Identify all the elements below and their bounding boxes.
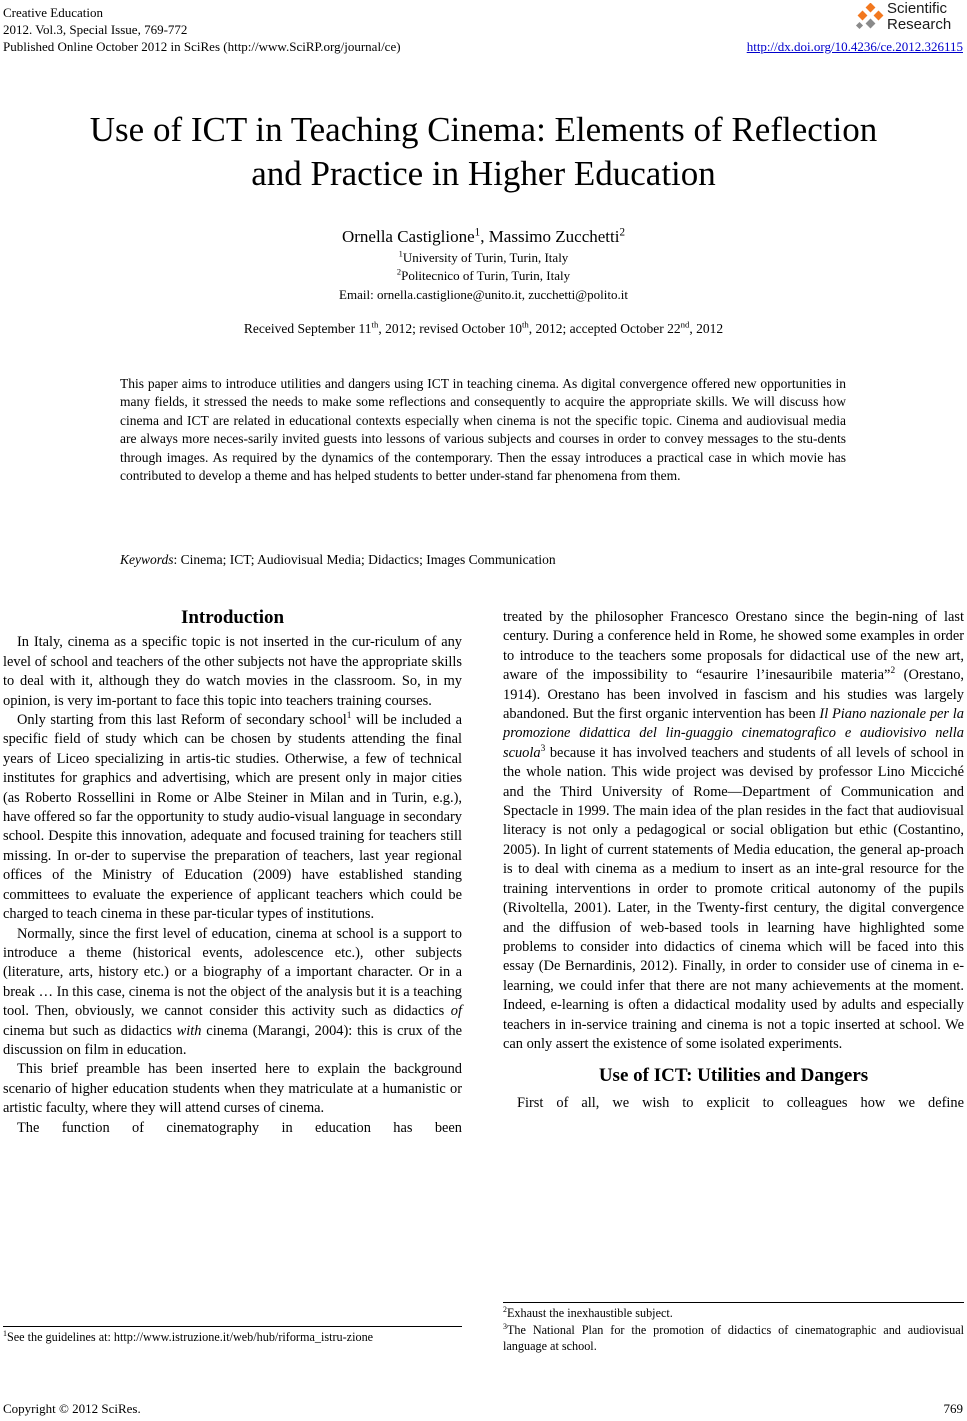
footnote-2 xyxy=(503,1305,964,1321)
paragraph-text: cinema but such as didactics xyxy=(3,1022,177,1039)
affiliation-2-mark: 2 xyxy=(396,266,402,277)
paragraph-text: Normally, since the first level of education, cinema at school is a support to introduce a theme (historical events, adolescence etc.), other subjects (literature, arts, history etc.) or a biography of a important character. Or in a break … In this case, cinema is not the object of the analysis but it is a teaching tool. Then, obviously, we cannot consider this activity such as didactics xyxy=(3,925,462,1020)
footnote-text: The National Plan for the promotion of didactics of cinematographic and audiovisual language at school. xyxy=(503,1323,964,1353)
logo-line-1: Scientific xyxy=(887,0,948,17)
footnote-mark: 3 xyxy=(503,1321,507,1331)
revised-part: , 2012; revised October 10 xyxy=(378,321,522,336)
right-column xyxy=(503,608,964,1113)
title-line-1: Use of ICT in Teaching Cinema: Elements of Reflection xyxy=(89,110,878,149)
footnote-3 xyxy=(503,1322,964,1354)
affiliation-1-text: University of Turin, Turin, Italy xyxy=(402,250,569,265)
abstract: This paper aims to introduce utilities and dangers using ICT in teaching cinema. As digital convergence offered new opportunities in many fields, it stressed the needs to make some reflections and consequently to acquire the appropriate skills. We will discuss how cinema and ICT are related in educational contexts especially when cinema is not the specific topic. Cinema and audiovisual media are always more neces-sarily invited guests into lessons of various subjects and courses in order to convey messages to the stu-dents through images. As required by the dynamics of the contemporary. Then the essay introduces a practical case in which movie has contributed to develop a theme and has helped students to better under-stand far phenomena from them. xyxy=(120,376,846,484)
author-email: Email: ornella.castiglione@unito.it, zucchetti@polito.it xyxy=(339,287,628,302)
footnote-rule xyxy=(3,1326,462,1327)
paragraph-text: (Orestano, 1914). Orestano has been involved in fascism and his studies was largely abandoned. But the first organic intervention has been xyxy=(503,667,965,723)
logo-line-2: Research xyxy=(887,16,952,33)
paragraph: The function of cinematography in education has been xyxy=(17,1119,462,1136)
title-line-2: and Practice in Higher Education xyxy=(251,154,716,193)
section-heading-introduction: Introduction xyxy=(180,607,285,628)
emphasis: with xyxy=(176,1022,202,1039)
affiliation-2-text: Politecnico of Turin, Turin, Italy xyxy=(401,268,571,283)
paper-title xyxy=(0,108,967,196)
footnote-text: Exhaust the inexhaustible subject. xyxy=(506,1306,673,1320)
received-dates xyxy=(0,321,967,337)
footnote-mark: 3 xyxy=(540,744,546,755)
published-info: Published Online October 2012 in SciRes (http://www.SciRP.org/journal/ce) xyxy=(3,39,401,54)
left-column xyxy=(3,608,462,1138)
accepted-part: , 2012; accepted October 22 xyxy=(528,321,681,336)
copyright: Copyright © 2012 SciRes. xyxy=(3,1401,141,1416)
paragraph-text: will be included a specific field of study which can be chosen by students attending the final years of Liceo specializing in artis-tic studies. Otherwise, a few of technical institutes for graphics and advertising, which are present only in major cities (as Roberto Rossellini in Rome or Albe Steiner in Milan and in Turin, e.g.), have offered so far the opportunity to study audio-visual language in secondary school. Despite this innovation, adequate and focused training for teachers still missing. In or-der to supervise the preparation of teachers, last year regional offices of the Ministry of Education (2009) have established standing committees to evaluate the experience of applicant teachers which could be charged to teach cinema in these par-ticular types of institutions. xyxy=(3,712,462,923)
scientific-research-logo xyxy=(853,1,963,37)
paragraph: This brief preamble has been inserted here to explain the background scenario of higher education students when they matriculate at a humanistic or artistic faculty, where they will attend curses of cinema. xyxy=(3,1061,462,1117)
logo-icon xyxy=(853,3,885,35)
keywords xyxy=(120,552,556,568)
paragraph: First of all, we wish to explicit to colleagues how we define xyxy=(517,1094,964,1111)
author-2-affil-mark: 2 xyxy=(619,226,625,239)
emphasis: Il Piano nazionale per la promozione didattica del lin-guaggio cinematografico e audiovisivo nella scuola xyxy=(503,706,964,761)
keywords-text: : Cinema; ICT; Audiovisual Media; Didactics; Images Communication xyxy=(173,552,556,567)
paragraph-text: because it has involved teachers and students of all levels of school in the whole nation. This wide project was devised by professor Lino Micciché and the Third University of Rome—Department of Communication and Spectacle in 1999. The main idea of the plan resides in the fact that audiovisual literacy is not only a pedagogical or social obligation but ethic (Costantino, 2005). In light of current statements of Media education, the general ap-proach is to deal with cinema as a medium to insert as an inte-gral resource for the training interventions in order to promote critical autonomy of the pupils (Rivoltella, 2001). Later, in the Twenty-first century, the digital convergence and the diffusion of web-based tools in learning have highlighted some problems to consider into didactics of cinema which will be faced into this essay (De Bernardinis, 2012). Finally, in order to consider use of cinema in e-learning, we could infer that there are not many achievements at the moment. Indeed, e-learning is often a didactical modality used by adults and especially teachers in in-service training and cinema is not a topic inserted at school. We can only assert the existence of some isolated experiments. xyxy=(503,744,964,1052)
footnote-mark: 1 xyxy=(3,1328,7,1338)
footnote-mark: 2 xyxy=(890,666,896,677)
footnote-mark: 1 xyxy=(346,711,352,722)
keywords-label: Keywords xyxy=(120,552,174,567)
section-heading-ict: Use of ICT: Utilities and Dangers xyxy=(598,1065,869,1087)
footnote-text: See the guidelines at: http://www.istruzione.it/web/hub/riforma_istru-zione xyxy=(6,1330,374,1344)
author-1-affil-mark: 1 xyxy=(474,226,481,239)
footnote-mark: 2 xyxy=(503,1304,507,1314)
affiliation-1-mark: 1 xyxy=(398,248,403,259)
footnote-1 xyxy=(3,1329,462,1345)
paragraph: In Italy, cinema as a specific topic is not inserted in the cur-riculum of any level of school and teachers of the other subjects not have the appropriate skills to deal with it, although they do watch movies in the classroom. So, in my opinion, is very im-portant to face this topic into teachers training courses. xyxy=(3,634,462,709)
ordinal-suffix: th xyxy=(521,319,529,330)
paragraph xyxy=(3,711,462,924)
author-2: Massimo Zucchetti xyxy=(488,227,620,246)
page-number: 769 xyxy=(943,1401,963,1416)
logo-text xyxy=(887,1,951,33)
author-separator: , xyxy=(480,227,489,246)
paragraph-text: Only starting from this last Reform of secondary school xyxy=(17,712,347,729)
authors xyxy=(0,227,967,247)
ordinal-suffix: th xyxy=(371,319,379,330)
paragraph xyxy=(3,925,462,1061)
volume-info: 2012. Vol.3, Special Issue, 769-772 xyxy=(3,22,188,37)
emphasis: of xyxy=(450,1003,462,1020)
affiliation-1 xyxy=(0,249,967,267)
year-part: , 2012 xyxy=(689,321,724,336)
affiliation-2 xyxy=(0,267,967,285)
paragraph xyxy=(503,608,964,1054)
author-1: Ornella Castiglione xyxy=(341,227,475,246)
paragraph-text: cinema (Marangi, 2004): this is crux of the discussion on film in education. xyxy=(3,1022,462,1058)
ordinal-suffix: nd xyxy=(680,319,690,330)
received-part: Received September 11 xyxy=(243,321,372,336)
doi-link[interactable]: http://dx.doi.org/10.4236/ce.2012.326115 xyxy=(746,39,963,54)
journal-name: Creative Education xyxy=(3,5,103,20)
paragraph-text: treated by the philosopher Francesco Orestano since the begin-ning of last century. During a conference held in Rome, he showed some examples in order to introduce to the teachers some proposals for didactical use of the new art, aware of the impossibility to “esaurire l’inesauribile materia” xyxy=(503,609,964,684)
footnote-rule xyxy=(503,1302,964,1303)
